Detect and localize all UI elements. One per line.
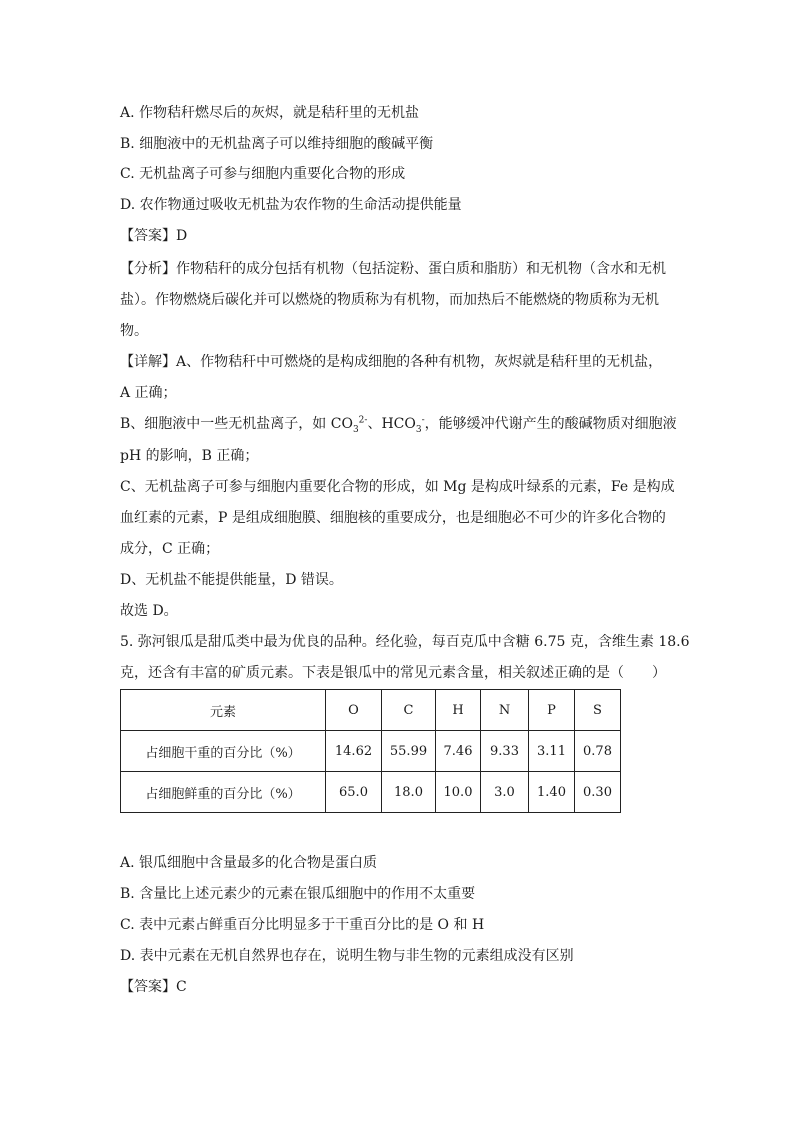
- table-header-cell: H: [436, 690, 481, 731]
- q5-option-c: C. 表中元素占鲜重百分比明显多于干重百分比的是 O 和 H: [120, 917, 485, 933]
- q4-option-a: A. 作物秸秆燃尽后的灰烬，就是秸秆里的无机盐: [120, 105, 420, 121]
- co3-charge: 2-: [358, 415, 368, 426]
- q4-option-c: C. 无机盐离子可参与细胞内重要化合物的形成: [120, 166, 406, 182]
- q5-option-a: A. 银瓜细胞中含量最多的化合物是蛋白质: [120, 855, 378, 871]
- table-cell: 18.0: [382, 772, 436, 813]
- q4-detail-line-7: 成分，C 正确；: [120, 541, 220, 557]
- table-cell: 占细胞干重的百分比（%）: [121, 731, 326, 772]
- table-cell: 占细胞鲜重的百分比（%）: [121, 772, 326, 813]
- q4-detail-3-post: ，能够缓冲代谢产生的酸碱物质对细胞液: [424, 416, 677, 432]
- table-cell: 10.0: [436, 772, 481, 813]
- q4-detail-line-4: pH 的影响，B 正确；: [120, 448, 259, 464]
- table-cell: 14.62: [326, 731, 382, 772]
- table-cell: 7.46: [436, 731, 481, 772]
- table-cell: 55.99: [382, 731, 436, 772]
- hco3-subscript: 3: [415, 424, 422, 435]
- table-header-cell: C: [382, 690, 436, 731]
- q4-detail-line-6: 血红素的元素，P 是组成细胞膜、细胞核的重要成分，也是细胞必不可少的许多化合物的: [120, 510, 666, 526]
- q5-answer: 【答案】C: [120, 979, 187, 995]
- q4-detail-line-5: C、无机盐离子可参与细胞内重要化合物的形成，如 Mg 是构成叶绿系的元素，Fe 是构成: [120, 479, 675, 495]
- q4-analysis-line-2: 盐）。作物燃烧后碳化并可以燃烧的物质称为有机物，而加热后不能燃烧的物质称为无机: [120, 292, 659, 308]
- q4-option-d: D. 农作物通过吸收无机盐为农作物的生命活动提供能量: [120, 197, 462, 213]
- table-cell: 3.11: [529, 731, 575, 772]
- table-cell: 0.30: [575, 772, 621, 813]
- q4-detail-line-1: 【详解】A、作物秸秆中可燃烧的是构成细胞的各种有机物，灰烬就是秸秆里的无机盐，: [120, 354, 663, 370]
- q5-option-d: D. 表中元素在无机自然界也存在，说明生物与非生物的元素组成没有区别: [120, 948, 574, 964]
- q4-analysis-line-3: 物。: [120, 323, 148, 339]
- q5-option-b: B. 含量比上述元素少的元素在银瓜细胞中的作用不太重要: [120, 886, 476, 902]
- q4-detail-line-2: A 正确；: [120, 385, 177, 401]
- table-header-cell: P: [529, 690, 575, 731]
- q5-stem-line-1: 5. 弥河银瓜是甜瓜类中最为优良的品种。经化验，每百克瓜中含糖 6.75 克，含维生素 18.6: [120, 634, 690, 650]
- table-cell: 65.0: [326, 772, 382, 813]
- q4-detail-line-8: D、无机盐不能提供能量，D 错误。: [120, 572, 343, 588]
- table-row-dry-weight: [121, 731, 621, 772]
- table-header-row: [121, 690, 621, 731]
- table-row-fresh-weight: [121, 772, 621, 813]
- table-header-cell: 元素: [121, 690, 326, 731]
- q4-conclusion: 故选 D。: [120, 603, 178, 619]
- co3-subscript: 3: [352, 424, 359, 435]
- table-cell: 1.40: [529, 772, 575, 813]
- q4-answer: 【答案】D: [120, 228, 188, 244]
- table-header-cell: O: [326, 690, 382, 731]
- q4-detail-3-mid: 、HCO: [367, 416, 416, 432]
- table-cell: 0.78: [575, 731, 621, 772]
- q4-option-b: B. 细胞液中的无机盐离子可以维持细胞的酸碱平衡: [120, 136, 434, 152]
- element-content-table: [120, 689, 621, 813]
- q4-detail-3-pre: B、细胞液中一些无机盐离子，如 CO: [120, 416, 353, 432]
- table-header-cell: N: [481, 690, 529, 731]
- table-cell: 3.0: [481, 772, 529, 813]
- q4-analysis-line-1: 【分析】作物秸秆的成分包括有机物（包括淀粉、蛋白质和脂肪）和无机物（含水和无机: [120, 261, 666, 277]
- hco3-charge: -: [421, 415, 425, 426]
- table-header-cell: S: [575, 690, 621, 731]
- q5-stem-line-2: 克，还含有丰富的矿质元素。下表是银瓜中的常见元素含量，相关叙述正确的是（ ）: [120, 665, 666, 681]
- q4-detail-line-3: [120, 414, 677, 434]
- table-cell: 9.33: [481, 731, 529, 772]
